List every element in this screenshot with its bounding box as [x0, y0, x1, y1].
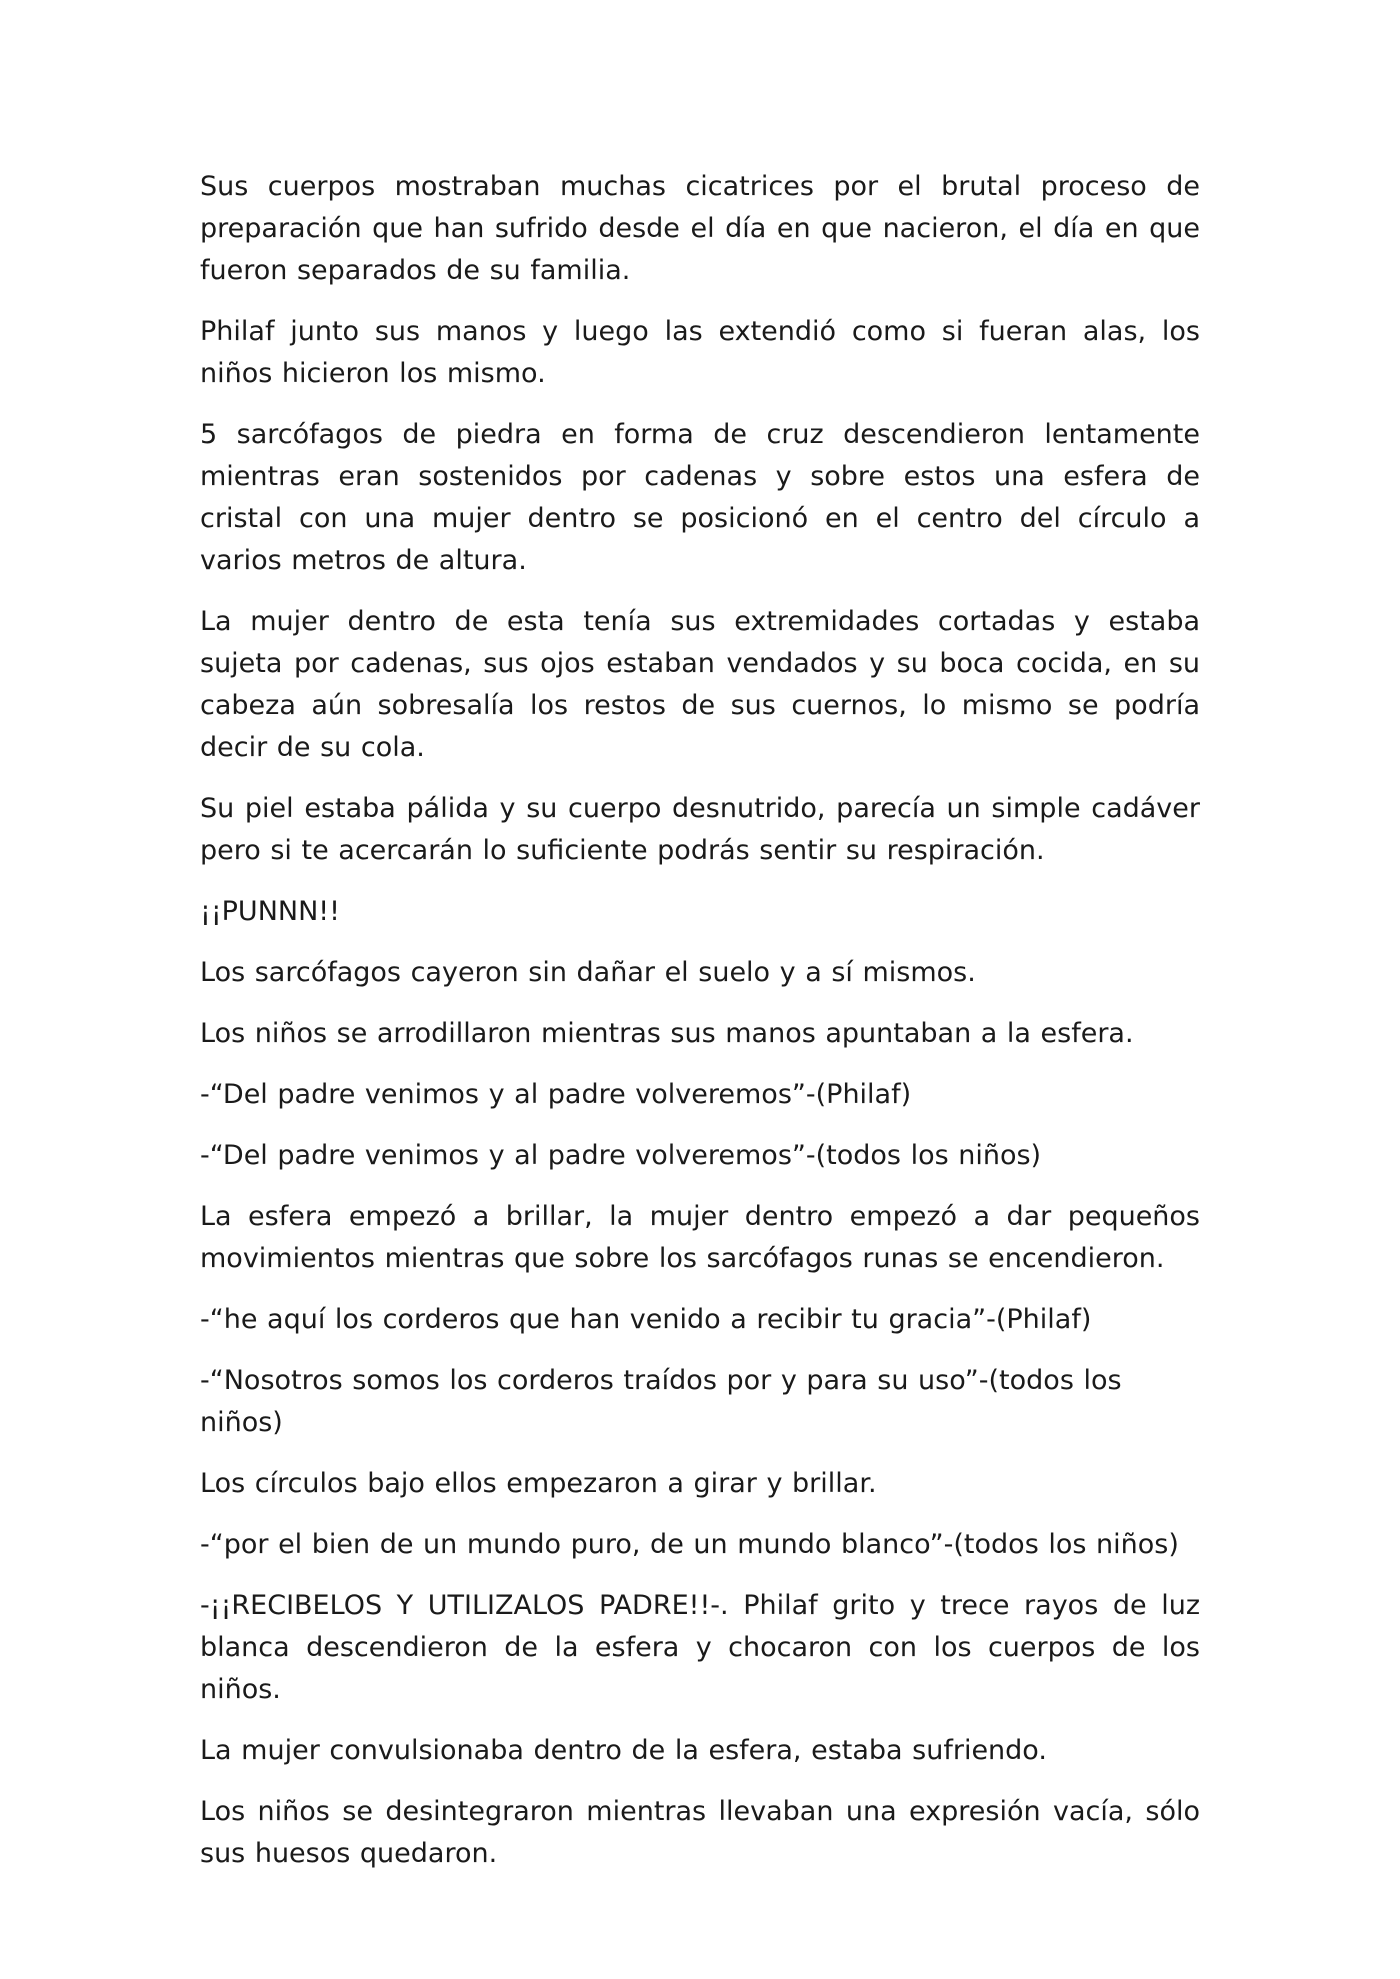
paragraph: Su piel estaba pálida y su cuerpo desnutrido, parecía un simple cadáver pero si te acercarán lo suficiente podrás sentir su respiración. [200, 793, 1200, 866]
paragraph: La esfera empezó a brillar, la mujer dentro empezó a dar pequeños movimientos mientras que sobre los sarcófagos runas se encendieron. [200, 1201, 1200, 1274]
paragraph: La mujer convulsionaba dentro de la esfera, estaba sufriendo. [200, 1735, 1047, 1766]
dialogue-line: -“Del padre venimos y al padre volveremos”-(Philaf) [200, 1079, 912, 1110]
paragraph: Sus cuerpos mostraban muchas cicatrices por el brutal proceso de preparación que han sufrido desde el día en que nacieron, el día en que fueron separados de su familia. [200, 171, 1200, 286]
paragraph: Los sarcófagos cayeron sin dañar el suelo y a sí mismos. [200, 957, 976, 988]
paragraph: 5 sarcófagos de piedra en forma de cruz descendieron lentamente mientras eran sostenidos por cadenas y sobre estos una esfera de cristal con una mujer dentro se posicionó en el centro del círculo a varios metros de altura. [200, 419, 1200, 576]
paragraph: Los niños se arrodillaron mientras sus manos apuntaban a la esfera. [200, 1018, 1134, 1049]
dialogue-line: -“por el bien de un mundo puro, de un mundo blanco”-(todos los niños) [200, 1529, 1179, 1560]
paragraph: Philaf junto sus manos y luego las extendió como si fueran alas, los niños hicieron los mismo. [200, 316, 1200, 389]
paragraph: ¡¡PUNNN!! [200, 896, 340, 927]
dialogue-line: -“Del padre venimos y al padre volveremos”-(todos los niños) [200, 1140, 1042, 1171]
paragraph: La mujer dentro de esta tenía sus extremidades cortadas y estaba sujeta por cadenas, sus ojos estaban vendados y su boca cocida, en su cabeza aún sobresalía los restos de sus cuernos, lo mismo se podría decir de su cola. [200, 606, 1200, 763]
dialogue-line: -“Nosotros somos los corderos traídos por y para su uso”-(todos los niños) [200, 1365, 1122, 1438]
dialogue-line: -¡¡RECIBELOS Y UTILIZALOS PADRE!!-. Philaf grito y trece rayos de luz blanca descendieron de la esfera y chocaron con los cuerpos de los niños. [200, 1590, 1200, 1705]
document-body [200, 166, 1200, 1894]
paragraph: Los niños se desintegraron mientras llevaban una expresión vacía, sólo sus huesos quedaron. [200, 1796, 1200, 1869]
paragraph: Los círculos bajo ellos empezaron a girar y brillar. [200, 1468, 877, 1499]
dialogue-line: -“he aquí los corderos que han venido a recibir tu gracia”-(Philaf) [200, 1304, 1092, 1335]
